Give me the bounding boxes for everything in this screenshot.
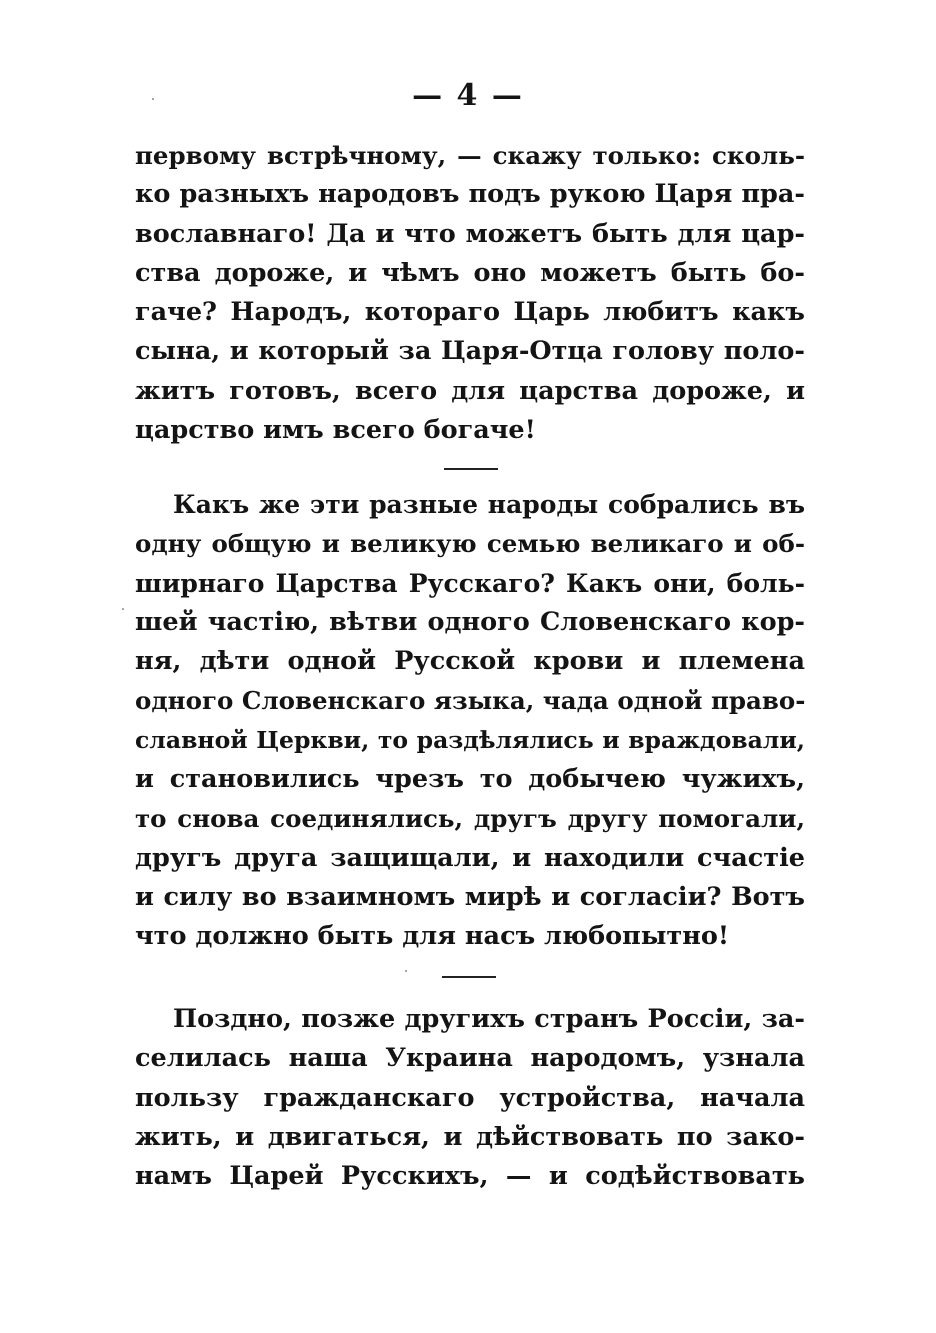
text-line: что должно быть для насъ любопытно! [135, 921, 730, 952]
scan-speck [152, 98, 154, 100]
text-line: пользу гражданскаго устройства, начала [135, 1082, 805, 1113]
text-line: житъ готовъ, всего для царства дороже, и [135, 375, 805, 406]
text-line: то снова соединялись, другъ другу помогали, [135, 804, 805, 834]
paragraph-3 [135, 1000, 805, 1196]
page-number: — 4 — [412, 78, 524, 113]
text-line: вославнаго! Да и что можетъ быть для цар- [135, 218, 805, 249]
text-line: Поздно, позже другихъ странъ Россіи, за- [173, 1004, 805, 1034]
text-line: другъ друга защищали, и находили счастіе [135, 842, 805, 873]
text-line: намъ Царей Русскихъ, — и содѣйствовать [135, 1161, 805, 1192]
scan-speck [405, 970, 407, 972]
text-line: и становились чрезъ то добычею чужихъ, [135, 764, 805, 795]
text-line: ня, дѣти одной Русской крови и племена [135, 646, 805, 677]
text-line: сына, и который за Царя-Отца голову поло- [135, 336, 805, 367]
text-line: ко разныхъ народовъ подъ рукою Царя пра- [135, 179, 805, 210]
text-line: и силу во взаимномъ мирѣ и согласіи? Вотъ [135, 881, 805, 912]
text-line: царство имъ всего богаче! [135, 415, 536, 446]
text-line: одну общую и великую семью великаго и об- [135, 529, 805, 559]
text-line: одного Словенскаго языка, чада одной право- [135, 686, 806, 716]
paragraph-2 [135, 485, 805, 957]
section-separator [444, 468, 498, 470]
text-line: Какъ же эти разные народы собрались въ [173, 490, 805, 519]
text-line: ширнаго Царства Русскаго? Какъ они, боль- [135, 568, 805, 598]
text-line: первому встрѣчному, — скажу только: сколь- [135, 141, 805, 170]
text-line: славной Церкви, то раздѣлялись и враждовали, [135, 725, 805, 754]
paragraph-1 [135, 136, 805, 450]
text-line: гаче? Народъ, котораго Царь любитъ какъ [135, 297, 805, 328]
text-line: шей частію, вѣтви одного Словенскаго кор- [135, 606, 805, 637]
text-line: ства дороже, и чѣмъ оно можетъ быть бо- [135, 257, 805, 288]
text-line: жить, и двигаться, и дѣйствовать по зако- [135, 1121, 805, 1152]
scan-speck [122, 608, 124, 610]
section-separator [442, 976, 496, 978]
text-line: селилась наша Украина народомъ, узнала [135, 1043, 805, 1074]
